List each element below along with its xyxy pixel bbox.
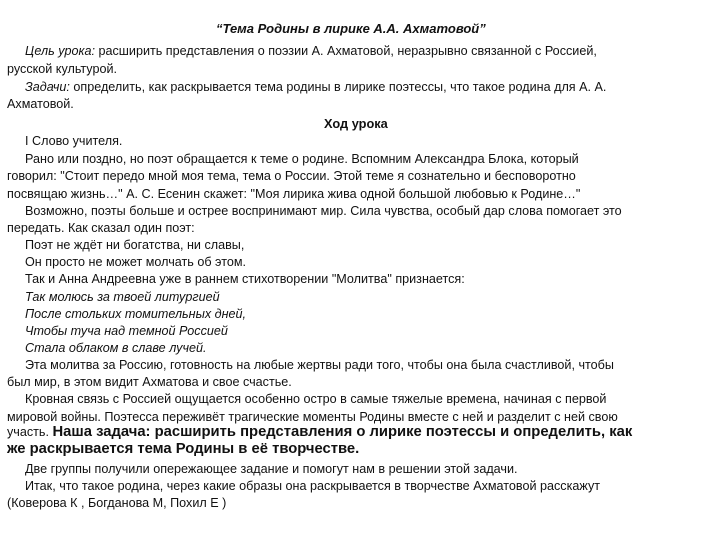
text-line-start: участь. bbox=[7, 425, 53, 439]
task-statement: Наша задача: расширить представления о лирике поэтессы и определить, как bbox=[52, 424, 633, 440]
document-title: “Тема Родины в лирике А.А. Ахматовой” bbox=[216, 21, 486, 36]
section-heading: Ход урока bbox=[324, 116, 388, 131]
tasks-line-2: Ахматовой. bbox=[7, 97, 74, 111]
tasks-label: Задачи: bbox=[25, 80, 70, 94]
goal-line-2: русской культурой. bbox=[7, 62, 118, 76]
text-line: мировой войны. Поэтесса переживёт трагические моменты Родины вместе с ней и разделит с ней свою bbox=[7, 410, 618, 424]
task-statement-continued: же раскрывается тема Родины в её творчестве. bbox=[7, 441, 360, 457]
text-line: Эта молитва за Россию, готовность на любые жертвы ради того, чтобы она была счастливой, чтобы bbox=[25, 358, 614, 372]
poem-line: Так молюсь за твоей литургией bbox=[25, 290, 220, 304]
text-line: был мир, в этом видит Ахматова и свое счастье. bbox=[7, 375, 292, 389]
text-line: Возможно, поэты больше и острее воспринимают мир. Сила чувства, особый дар слова помогает это bbox=[25, 204, 622, 218]
text-line: Так и Анна Андреевна уже в раннем стихотворении "Молитва" признается: bbox=[25, 272, 465, 286]
goal-label: Цель урока: bbox=[25, 44, 95, 58]
text-line: посвящаю жизнь…" А. С. Есенин скажет: "Моя лирика жива одной большой любовью к Родине…" bbox=[7, 187, 581, 201]
text-line: Итак, что такое родина, через какие образы она раскрывается в творчестве Ахматовой расскажут bbox=[25, 479, 601, 493]
text-line: Рано или поздно, но поэт обращается к теме о родине. Вспомним Александра Блока, который bbox=[25, 152, 579, 166]
text-line: Две группы получили опережающее задание и помогут нам в решении этой задачи. bbox=[25, 462, 518, 476]
text-line: передать. Как сказал один поэт: bbox=[7, 221, 195, 235]
poem-line: Чтобы туча над темной Россией bbox=[25, 324, 228, 338]
tasks-text-1: определить, как раскрывается тема родины в лирике поэтессы, что такое родина для А. А. bbox=[69, 80, 607, 94]
text-line: (Коверова К , Богданова М, Похил Е ) bbox=[7, 496, 227, 510]
tasks-line-1 bbox=[7, 79, 715, 97]
poem-line: Он просто не может молчать об этом. bbox=[25, 255, 246, 269]
poem-line: Поэт не ждёт ни богатства, ни славы, bbox=[25, 238, 245, 252]
poem-line: После стольких томительных дней, bbox=[25, 307, 247, 321]
poem-line: Стала облаком в славе лучей. bbox=[25, 341, 207, 355]
goal-line-1 bbox=[7, 43, 715, 61]
text-line bbox=[7, 424, 697, 442]
text-line: Кровная связь с Россией ощущается особенно остро в самые тяжелые времена, начиная с первой bbox=[25, 392, 607, 406]
goal-text-1: расширить представления о поэзии А. Ахматовой, неразрывно связанной с Россией, bbox=[95, 44, 597, 58]
text-line: I Слово учителя. bbox=[25, 134, 123, 148]
text-line: говорил: "Стоит передо мной моя тема, тема о России. Этой теме я сознательно и бесповоротно bbox=[7, 169, 576, 183]
